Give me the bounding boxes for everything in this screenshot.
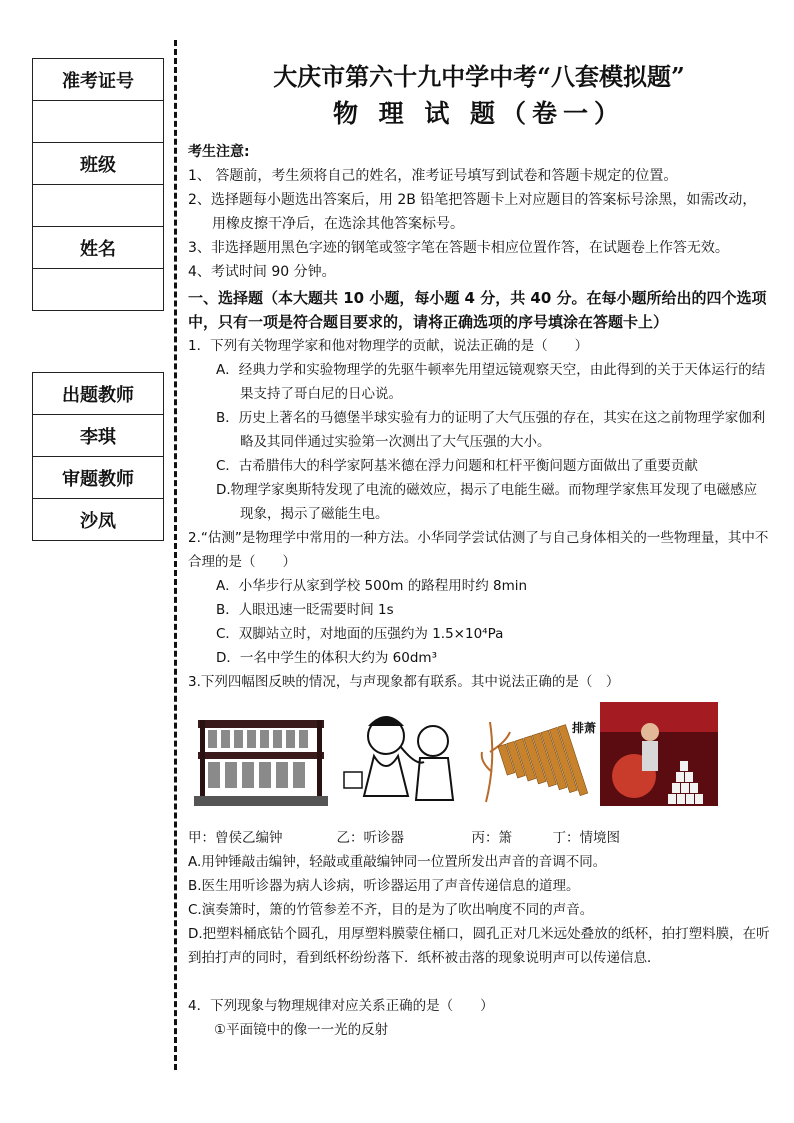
page-subtitle: 物 理 试 题（卷一） bbox=[332, 99, 626, 128]
name-field[interactable] bbox=[33, 269, 164, 311]
name-label: 姓名 bbox=[33, 227, 164, 269]
notice-item: 4、考试时间 90 分钟。 bbox=[188, 264, 336, 280]
candidate-info-table bbox=[32, 58, 164, 311]
panpipe-label: 排萧 bbox=[572, 721, 596, 735]
panpipe-image bbox=[476, 702, 596, 806]
question-3-images bbox=[188, 702, 770, 822]
question-1-stem: 1．下列有关物理学家和他对物理学的贡献，说法正确的是（ ） bbox=[188, 338, 589, 354]
question-3-option-b: B.医生用听诊器为病人诊病，听诊器运用了声音传递信息的道理。 bbox=[188, 878, 580, 894]
question-3-captions: 甲：曾侯乙编钟 乙：听诊器 丙：箫 丁：情境图 bbox=[188, 830, 620, 846]
question-2-option-b: B．人眼迅速一眨需要时间 1s bbox=[216, 602, 394, 618]
stethoscope-image bbox=[338, 696, 468, 806]
notice-item: 3、非选择题用黑色字迹的钢笔或签字笔在答题卡相应位置作答，在试题卷上作答无效。 bbox=[188, 240, 729, 256]
exam-content bbox=[188, 62, 770, 1042]
question-2-option-a: A．小华步行从家到学校 500m 的路程用时约 8min bbox=[216, 578, 528, 594]
teacher-table bbox=[32, 372, 164, 541]
question-1-option-d: D.物理学家奥斯特发现了电流的磁效应，揭示了电能生磁。而物理学家焦耳发现了电磁感应现象，揭示了磁能生电。 bbox=[216, 482, 758, 522]
question-1-option-c: C．古希腊伟大的科学家阿基米德在浮力问题和杠杆平衡问题方面做出了重要贡献 bbox=[216, 458, 698, 474]
question-2-stem: 2.“估测”是物理学中常用的一种方法。小华同学尝试估测了与自己身体相关的一些物理量，其中不合理的是（ ） bbox=[188, 530, 769, 570]
exam-number-label: 准考证号 bbox=[33, 59, 164, 101]
question-4-item-1: ①平面镜中的像一一光的反射 bbox=[214, 1022, 389, 1038]
section-heading: 一、选择题（本大题共 10 小题，每小题 4 分，共 40 分。在每小题所给出的四个选项中，只有一项是符合题目要求的，请将正确选项的序号填涂在答题卡上） bbox=[188, 289, 767, 331]
class-field[interactable] bbox=[33, 185, 164, 227]
page-title: 大庆市第六十九中学中考“八套模拟题” bbox=[273, 62, 685, 91]
class-label: 班级 bbox=[33, 143, 164, 185]
question-1-option-a: A．经典力学和实验物理学的先驱牛顿率先用望远镜观察天空，由此得到的关于天体运行的结果支持了哥白尼的日心说。 bbox=[216, 362, 766, 402]
author-teacher-name: 李琪 bbox=[33, 415, 164, 457]
notice-item: 1、 答题前，考生须将自己的姓名，准考证号填写到试卷和答题卡规定的位置。 bbox=[188, 168, 678, 184]
bianzhong-bells-image bbox=[194, 702, 328, 806]
question-3-option-d: D.把塑料桶底钻个圆孔，用厚塑料膜蒙住桶口，圆孔正对几米远处叠放的纸杯，拍打塑料膜，在听到拍打声的同时，看到纸杯纷纷落下．纸杯被击落的现象说明声可以传递信息． bbox=[188, 926, 770, 966]
question-3-stem: 3.下列四幅图反映的情况，与声现象都有联系。其中说法正确的是（ ） bbox=[188, 674, 620, 690]
question-1-option-b: B．历史上著名的马德堡半球实验有力的证明了大气压强的存在，其实在这之前物理学家伽利略及其同伴通过实验第一次测出了大气压强的大小。 bbox=[216, 410, 766, 450]
exam-number-field[interactable] bbox=[33, 101, 164, 143]
question-3-option-c: C.演奏箫时，箫的竹管参差不齐，目的是为了吹出响度不同的声音。 bbox=[188, 902, 594, 918]
question-3-option-a: A.用钟锤敲击编钟，轻敲或重敲编钟同一位置所发出声音的音调不同。 bbox=[188, 854, 607, 870]
question-4-stem: 4．下列现象与物理规律对应关系正确的是（ ） bbox=[188, 998, 494, 1014]
reviewer-label: 审题教师 bbox=[33, 457, 164, 499]
binding-line bbox=[174, 40, 177, 1070]
notice-item: 2、选择题每小题选出答案后，用 2B 铅笔把答题卡上对应题目的答案标号涂黑，如需改动，用橡皮擦干净后，在选涂其他答案标号。 bbox=[188, 192, 757, 232]
notice-heading: 考生注意: bbox=[188, 144, 250, 160]
author-teacher-label: 出题教师 bbox=[33, 373, 164, 415]
question-2-option-d: D．一名中学生的体积大约为 60dm³ bbox=[216, 650, 437, 666]
reviewer-name: 沙凤 bbox=[33, 499, 164, 541]
situation-image bbox=[600, 702, 718, 806]
question-2-option-c: C．双脚站立时，对地面的压强约为 1.5×10⁴Pa bbox=[216, 626, 504, 642]
